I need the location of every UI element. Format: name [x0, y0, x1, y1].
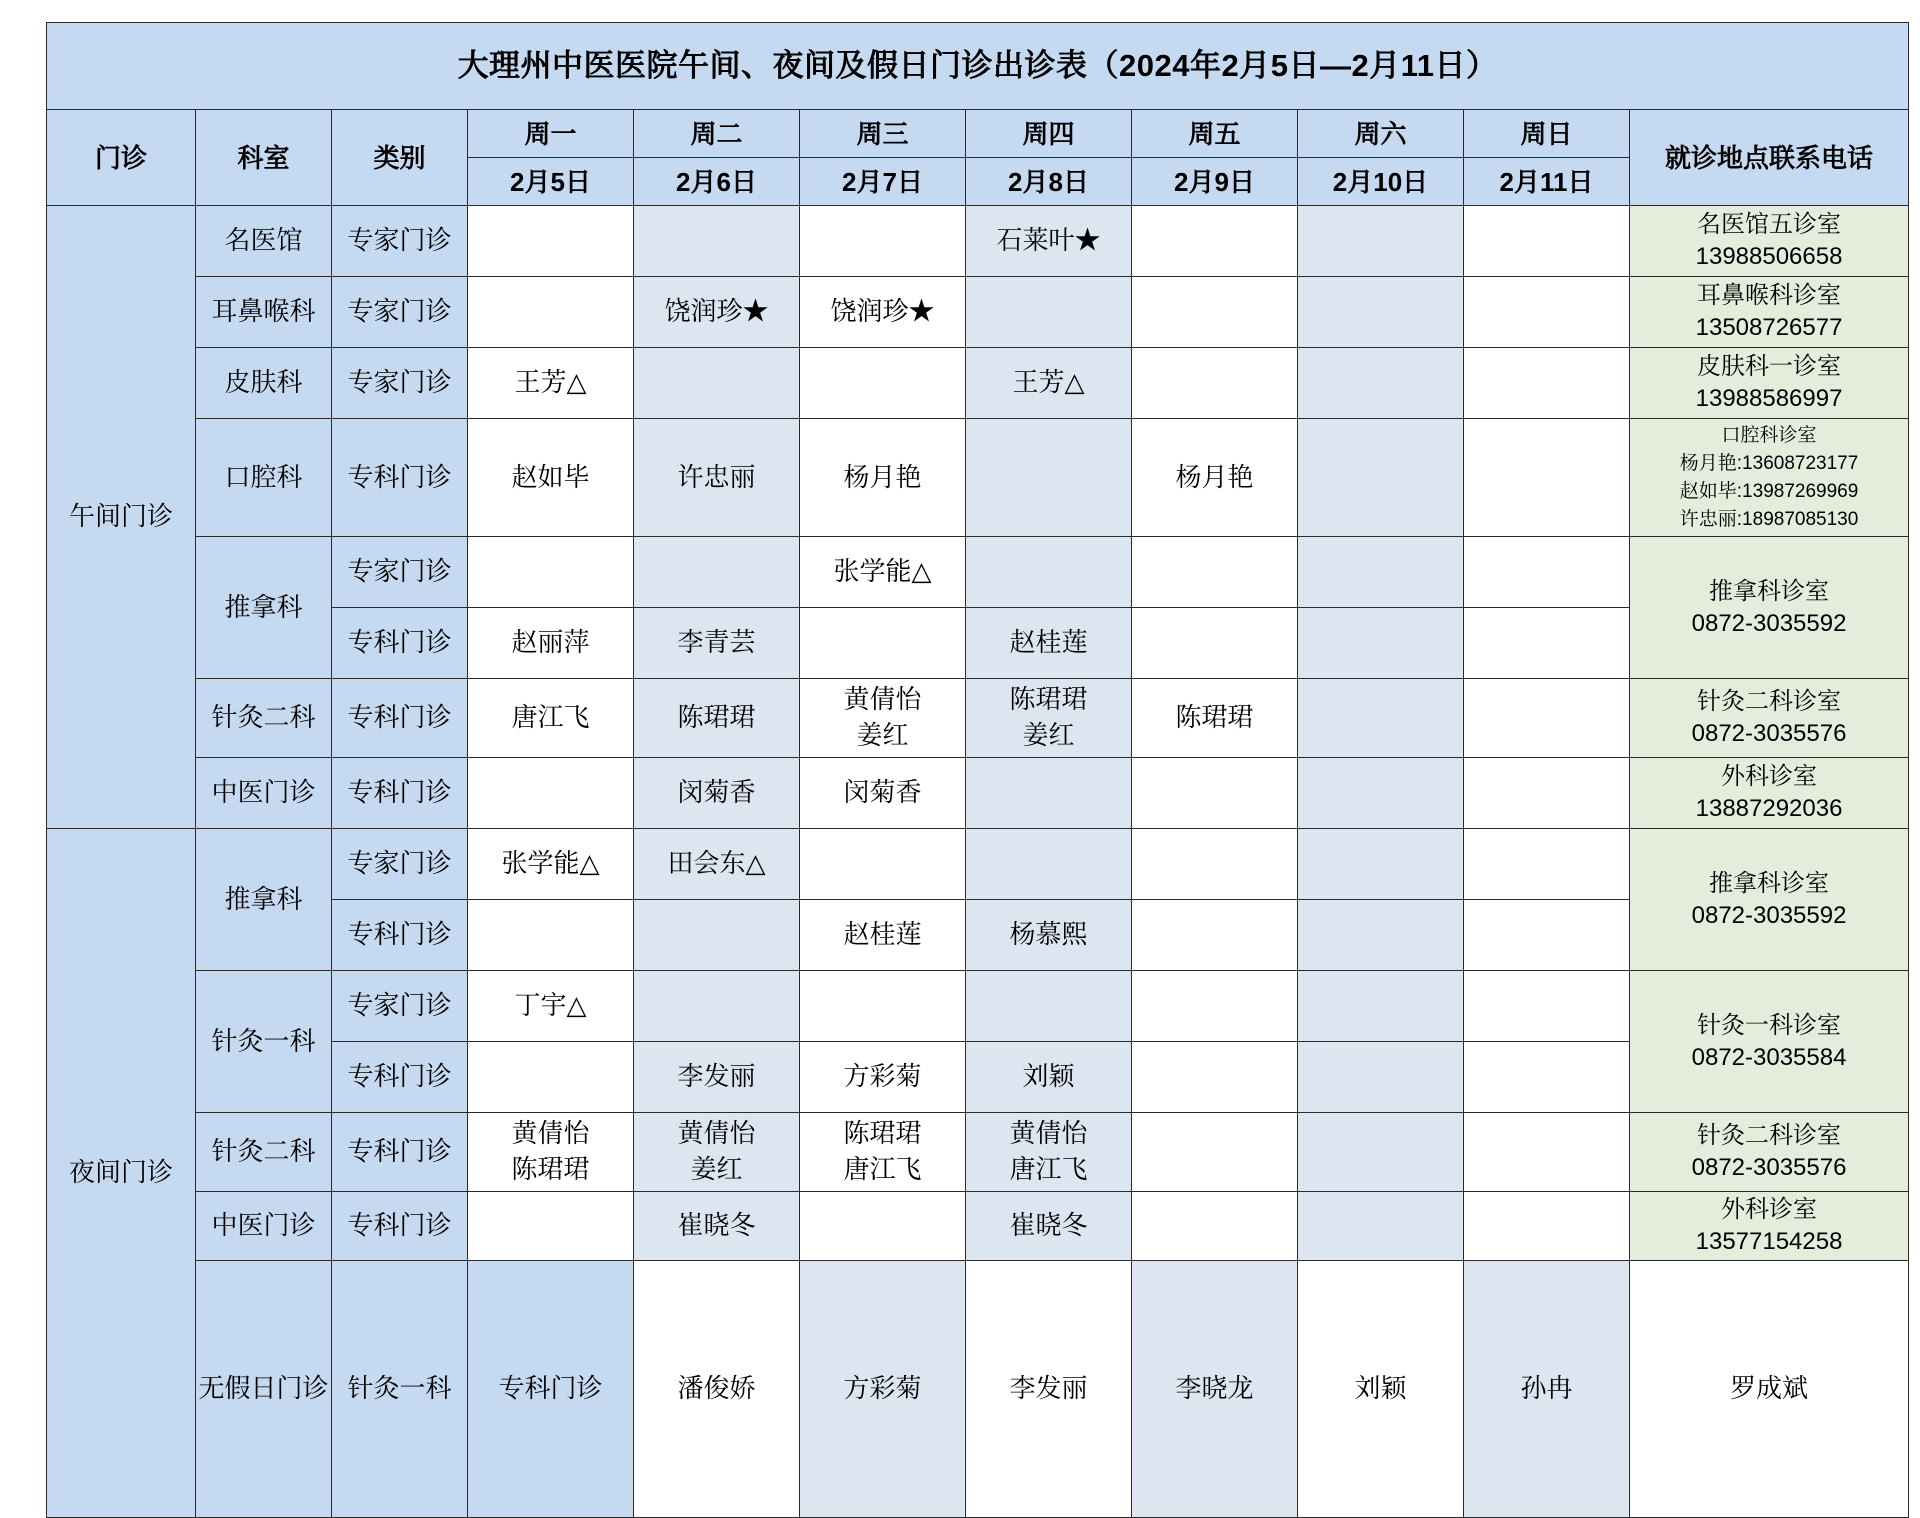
schedule-cell: 闵菊香 [634, 758, 800, 829]
schedule-cell [1132, 277, 1298, 348]
location-name: 外科诊室 [1721, 763, 1818, 790]
doctor-name: 黄倩怡 [677, 1119, 756, 1148]
header-contact: 就诊地点联系电话 [1630, 110, 1909, 206]
contact-cell [1630, 348, 1909, 419]
schedule-cell [966, 971, 1132, 1042]
phone-number: 0872-3035576 [1691, 720, 1847, 747]
doctor-name: 黄倩怡 [843, 685, 922, 714]
schedule-cell: 方彩菊 [800, 1261, 966, 1518]
schedule-cell [468, 1113, 634, 1192]
location-name: 推拿科诊室 [1709, 869, 1830, 897]
group-label-noon: 午间门诊 [47, 206, 196, 829]
schedule-cell [1298, 1192, 1464, 1261]
schedule-cell [1298, 277, 1464, 348]
dept-cell: 口腔科 [196, 419, 332, 537]
schedule-cell [1298, 348, 1464, 419]
type-cell: 专家门诊 [332, 206, 468, 277]
schedule-cell [1464, 277, 1630, 348]
header-weekday: 周六 [1298, 110, 1464, 158]
header-weekday: 周二 [634, 110, 800, 158]
schedule-cell [1464, 608, 1630, 679]
schedule-cell: 潘俊娇 [634, 1261, 800, 1518]
header-clinic: 门诊 [47, 110, 196, 206]
schedule-cell: 赵桂莲 [800, 900, 966, 971]
schedule-cell: 李青芸 [634, 608, 800, 679]
schedule-cell [1464, 829, 1630, 900]
doctor-name: 黄倩怡 [1009, 1119, 1088, 1148]
type-cell: 专家门诊 [332, 829, 468, 900]
dept-cell: 针灸二科 [196, 1113, 332, 1192]
type-cell: 专科门诊 [332, 1042, 468, 1113]
location-name: 针灸二科诊室 [1697, 688, 1842, 715]
dept-cell: 中医门诊 [196, 1192, 332, 1261]
schedule-cell [1464, 758, 1630, 829]
phone-number: 13988586997 [1695, 385, 1843, 412]
schedule-cell [1298, 419, 1464, 537]
schedule-cell [1132, 537, 1298, 608]
schedule-cell: 赵桂莲 [966, 608, 1132, 679]
schedule-cell [1132, 900, 1298, 971]
schedule-cell [634, 971, 800, 1042]
schedule-cell: 李晓龙 [1132, 1261, 1298, 1518]
schedule-cell [1132, 206, 1298, 277]
schedule-cell: 王芳△ [966, 348, 1132, 419]
schedule-cell: 孙冉 [1464, 1261, 1630, 1518]
header-weekday: 周三 [800, 110, 966, 158]
location-name: 针灸二科诊室 [1697, 1122, 1842, 1149]
schedule-cell: 石莱叶★ [966, 206, 1132, 277]
schedule-cell [634, 679, 800, 758]
schedule-cell [1298, 1042, 1464, 1113]
location-name: 外科诊室 [1721, 1196, 1818, 1223]
schedule-cell [800, 971, 966, 1042]
location-name: 名医馆五诊室 [1697, 211, 1842, 238]
header-date: 2月6日 [634, 158, 800, 206]
schedule-cell [1298, 679, 1464, 758]
schedule-cell [800, 829, 966, 900]
schedule-cell: 刘颖 [1298, 1261, 1464, 1518]
contact-cell [1630, 758, 1909, 829]
type-cell: 专家门诊 [332, 348, 468, 419]
schedule-cell [1298, 758, 1464, 829]
schedule-cell: 李发丽 [966, 1261, 1132, 1518]
schedule-cell: 李发丽 [634, 1042, 800, 1113]
header-date: 2月5日 [468, 158, 634, 206]
type-cell: 专家门诊 [332, 277, 468, 348]
schedule-cell: 丁宇△ [468, 971, 634, 1042]
schedule-cell [1298, 1113, 1464, 1192]
header-date: 2月7日 [800, 158, 966, 206]
schedule-cell [1132, 348, 1298, 419]
schedule-cell [468, 537, 634, 608]
schedule-table [46, 22, 1909, 1518]
dept-cell: 耳鼻喉科 [196, 277, 332, 348]
dept-cell: 针灸二科 [196, 679, 332, 758]
header-dept: 科室 [196, 110, 332, 206]
dept-cell: 针灸一科 [332, 1261, 468, 1518]
header-type: 类别 [332, 110, 468, 206]
schedule-cell [1132, 758, 1298, 829]
phone-number: 0872-3035584 [1691, 1043, 1847, 1071]
doctor-name: 姜红 [856, 721, 909, 750]
schedule-cell [634, 206, 800, 277]
page-title: 大理州中医医院午间、夜间及假日门诊出诊表（2024年2月5日—2月11日） [47, 23, 1909, 110]
phone-number: 0872-3035592 [1691, 609, 1847, 637]
schedule-cell: 饶润珍★ [800, 277, 966, 348]
schedule-cell [966, 758, 1132, 829]
group-label-night: 夜间门诊 [47, 829, 196, 1518]
schedule-cell [1298, 206, 1464, 277]
schedule-cell [468, 900, 634, 971]
schedule-cell: 崔晓冬 [634, 1192, 800, 1261]
schedule-cell: 饶润珍★ [634, 277, 800, 348]
schedule-cell [468, 1042, 634, 1113]
type-cell: 专家门诊 [332, 971, 468, 1042]
schedule-cell [468, 206, 634, 277]
phone-number: 13508726577 [1695, 314, 1843, 341]
location-name: 耳鼻喉科诊室 [1697, 282, 1842, 309]
schedule-cell [634, 900, 800, 971]
contact-cell [1630, 537, 1909, 679]
schedule-cell [1132, 608, 1298, 679]
schedule-cell: 赵丽萍 [468, 608, 634, 679]
schedule-cell: 闵菊香 [800, 758, 966, 829]
header-weekday: 周五 [1132, 110, 1298, 158]
location-name: 口腔科诊室 [1721, 424, 1817, 446]
contact-cell [1630, 971, 1909, 1113]
schedule-cell [966, 419, 1132, 537]
schedule-cell [1132, 971, 1298, 1042]
schedule-cell [1464, 971, 1630, 1042]
schedule-cell: 张学能△ [800, 537, 966, 608]
schedule-cell [1464, 1192, 1630, 1261]
schedule-cell: 刘颖 [966, 1042, 1132, 1113]
doctor-name: 唐江飞 [1009, 1155, 1088, 1184]
contact-cell [1630, 277, 1909, 348]
dept-cell: 推拿科 [196, 829, 332, 971]
phone-number: 许忠丽:18987085130 [1679, 508, 1859, 530]
phone-number: 0872-3035592 [1691, 901, 1847, 929]
header-date: 2月8日 [966, 158, 1132, 206]
schedule-cell [800, 206, 966, 277]
schedule-cell [1298, 900, 1464, 971]
schedule-cell [1298, 608, 1464, 679]
schedule-cell: 张学能△ [468, 829, 634, 900]
schedule-cell [1132, 1113, 1298, 1192]
schedule-cell [1132, 1042, 1298, 1113]
contact-cell [1630, 419, 1909, 537]
contact-cell [1630, 829, 1909, 971]
phone-number: 13577154258 [1695, 1228, 1843, 1255]
contact-cell [1630, 679, 1909, 758]
schedule-cell [800, 348, 966, 419]
schedule-cell [800, 1192, 966, 1261]
contact-cell [1630, 1113, 1909, 1192]
type-cell: 专科门诊 [332, 419, 468, 537]
schedule-cell: 田会东△ [634, 829, 800, 900]
type-cell: 专科门诊 [332, 900, 468, 971]
header-date: 2月10日 [1298, 158, 1464, 206]
schedule-cell [468, 277, 634, 348]
type-cell: 专科门诊 [332, 758, 468, 829]
dept-cell: 针灸一科 [196, 971, 332, 1113]
phone-number: 赵如毕:13987269969 [1679, 480, 1859, 502]
location-name: 针灸一科诊室 [1697, 1011, 1842, 1039]
phone-number: 杨月艳:13608723177 [1679, 452, 1859, 474]
doctor-name: 姜红 [690, 1155, 743, 1184]
contact-cell [1630, 1192, 1909, 1261]
doctor-name: 唐江飞 [843, 1155, 922, 1184]
schedule-cell [1464, 206, 1630, 277]
schedule-cell: 杨月艳 [800, 419, 966, 537]
type-cell: 专科门诊 [332, 1192, 468, 1261]
schedule-cell [1464, 679, 1630, 758]
phone-number: 13988506658 [1695, 243, 1843, 270]
phone-number: 13887292036 [1695, 795, 1843, 822]
header-weekday: 周四 [966, 110, 1132, 158]
location-name: 皮肤科一诊室 [1697, 353, 1842, 380]
type-cell: 专科门诊 [332, 679, 468, 758]
schedule-cell [1298, 971, 1464, 1042]
doctor-name: 陈珺珺 [511, 1155, 590, 1184]
doctor-name: 陈珺珺 [1175, 703, 1254, 732]
location-name: 推拿科诊室 [1709, 577, 1830, 605]
schedule-cell [1298, 537, 1464, 608]
schedule-cell: 王芳△ [468, 348, 634, 419]
schedule-cell [966, 537, 1132, 608]
doctor-name: 姜红 [1022, 721, 1075, 750]
schedule-cell [1464, 900, 1630, 971]
type-cell: 专家门诊 [332, 537, 468, 608]
schedule-cell: 罗成斌 [1630, 1261, 1909, 1518]
schedule-cell [1298, 829, 1464, 900]
dept-cell: 推拿科 [196, 537, 332, 679]
schedule-cell [634, 348, 800, 419]
schedule-cell [1464, 537, 1630, 608]
contact-cell [1630, 206, 1909, 277]
schedule-cell [1132, 679, 1298, 758]
type-cell: 专科门诊 [332, 608, 468, 679]
schedule-cell: 杨慕熙 [966, 900, 1132, 971]
doctor-name: 唐江飞 [511, 703, 590, 732]
schedule-cell [1464, 1113, 1630, 1192]
schedule-cell [966, 829, 1132, 900]
header-weekday: 周一 [468, 110, 634, 158]
phone-number: 0872-3035576 [1691, 1154, 1847, 1181]
dept-cell: 中医门诊 [196, 758, 332, 829]
schedule-cell: 方彩菊 [800, 1042, 966, 1113]
dept-cell: 名医馆 [196, 206, 332, 277]
schedule-cell [800, 608, 966, 679]
schedule-cell [1132, 1192, 1298, 1261]
doctor-name: 黄倩怡 [511, 1119, 590, 1148]
schedule-cell [1132, 829, 1298, 900]
header-date: 2月9日 [1132, 158, 1298, 206]
schedule-cell: 崔晓冬 [966, 1192, 1132, 1261]
schedule-cell [468, 1192, 634, 1261]
schedule-cell [634, 1113, 800, 1192]
schedule-cell [634, 537, 800, 608]
schedule-cell [800, 1113, 966, 1192]
schedule-cell [966, 277, 1132, 348]
schedule-cell [468, 679, 634, 758]
schedule-cell [966, 1113, 1132, 1192]
schedule-cell [966, 679, 1132, 758]
schedule-cell: 许忠丽 [634, 419, 800, 537]
doctor-name: 陈珺珺 [843, 1119, 922, 1148]
schedule-cell: 赵如毕 [468, 419, 634, 537]
schedule-cell [1464, 348, 1630, 419]
dept-cell: 皮肤科 [196, 348, 332, 419]
schedule-cell [800, 679, 966, 758]
group-label-holiday: 无假日门诊 [196, 1261, 332, 1518]
schedule-cell: 杨月艳 [1132, 419, 1298, 537]
doctor-name: 陈珺珺 [1009, 685, 1088, 714]
type-cell: 专科门诊 [468, 1261, 634, 1518]
header-date: 2月11日 [1464, 158, 1630, 206]
type-cell: 专科门诊 [332, 1113, 468, 1192]
schedule-cell [1464, 419, 1630, 537]
header-weekday: 周日 [1464, 110, 1630, 158]
schedule-cell [1464, 1042, 1630, 1113]
schedule-cell [468, 758, 634, 829]
doctor-name: 陈珺珺 [677, 703, 756, 732]
